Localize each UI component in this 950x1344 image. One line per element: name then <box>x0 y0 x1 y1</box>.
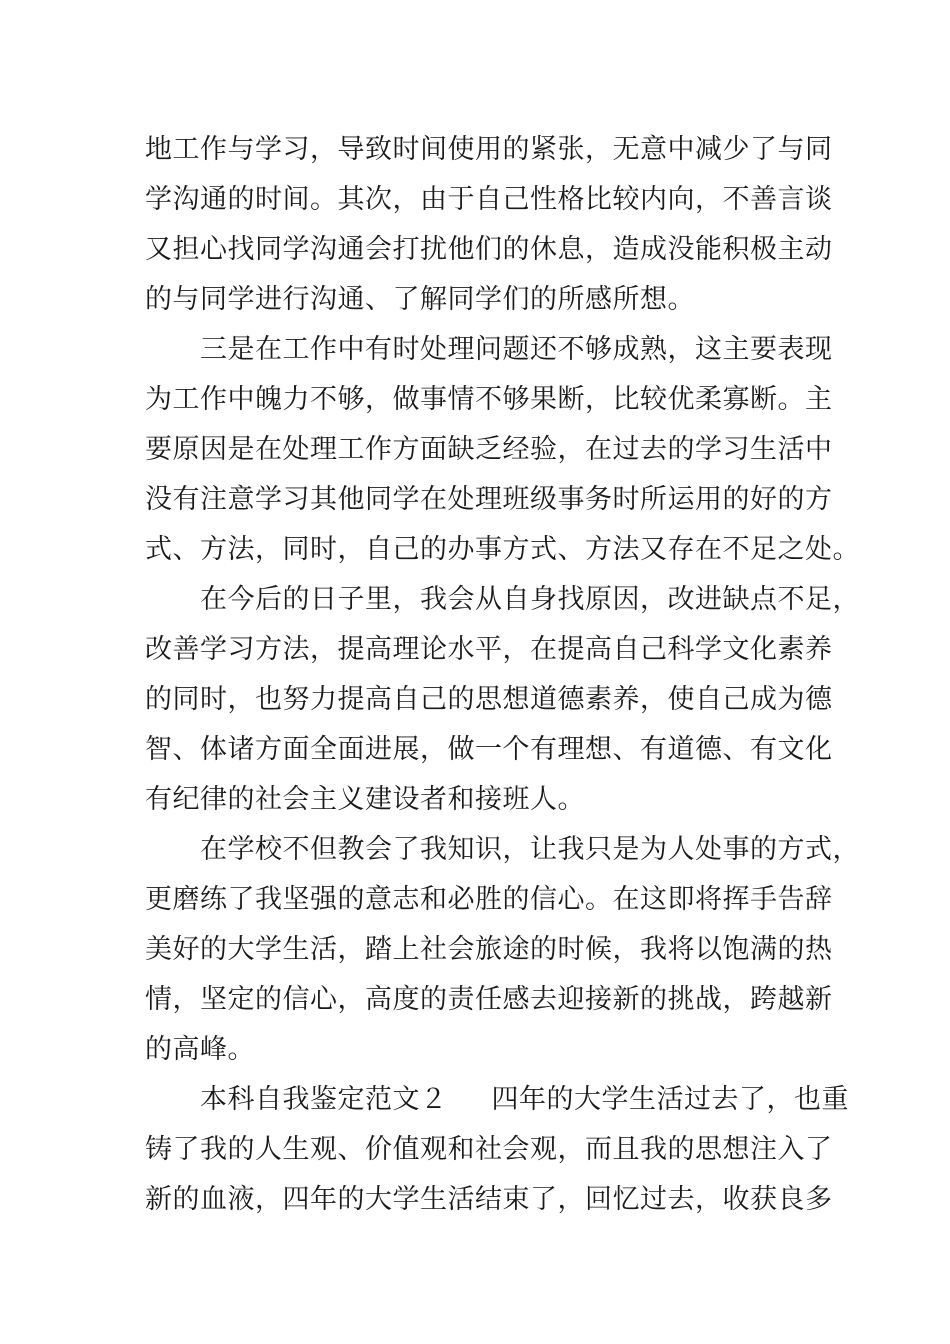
text-line: 铸了我的人生观、价值观和社会观，而且我的思想注入了 <box>145 1134 833 1165</box>
text-line: 的高峰。 <box>145 1034 255 1065</box>
text-line: 三是在工作中有时处理问题还不够成熟，这主要表现 <box>200 334 833 365</box>
text-line: 在学校不但教会了我知识，让我只是为人处事的方式， <box>200 834 860 865</box>
text-line: 在今后的日子里，我会从自身找原因，改进缺点不足， <box>200 584 860 615</box>
text-line: 的与同学进行沟通、了解同学们的所感所想。 <box>145 284 695 315</box>
text-line: 美好的大学生活，踏上社会旅途的时候，我将以饱满的热 <box>145 934 833 965</box>
text-line: 为工作中魄力不够，做事情不够果断，比较优柔寡断。主 <box>145 384 833 415</box>
text-line: 情，坚定的信心，高度的责任感去迎接新的挑战，跨越新 <box>145 984 833 1015</box>
text-line: 更磨练了我坚强的意志和必胜的信心。在这即将挥手告辞 <box>145 884 833 915</box>
heading-tail-text: 四年的大学生活过去了，也重 <box>491 1084 849 1115</box>
text-line: 的同时，也努力提高自己的思想道德素养，使自己成为德 <box>145 684 833 715</box>
section-heading-line <box>200 1083 870 1117</box>
text-line: 没有注意学习其他同学在处理班级事务时所运用的好的方 <box>145 484 833 515</box>
text-line: 有纪律的社会主义建设者和接班人。 <box>145 784 585 815</box>
text-line: 智、体诸方面全面进展，做一个有理想、有道德、有文化 <box>145 734 833 765</box>
section-heading: 本科自我鉴定范文２ <box>200 1084 448 1115</box>
text-line: 要原因是在处理工作方面缺乏经验，在过去的学习生活中 <box>145 434 833 465</box>
text-line: 新的血液，四年的大学生活结束了，回忆过去，收获良多 <box>145 1184 833 1215</box>
text-line: 地工作与学习，导致时间使用的紧张，无意中减少了与同 <box>145 134 833 165</box>
text-line: 学沟通的时间。其次，由于自己性格比较内向，不善言谈 <box>145 184 833 215</box>
text-line: 又担心找同学沟通会打扰他们的休息，造成没能积极主动 <box>145 234 833 265</box>
text-line: 改善学习方法，提高理论水平，在提高自己科学文化素养 <box>145 634 833 665</box>
text-line: 式、方法，同时，自己的办事方式、方法又存在不足之处。 <box>145 534 860 565</box>
